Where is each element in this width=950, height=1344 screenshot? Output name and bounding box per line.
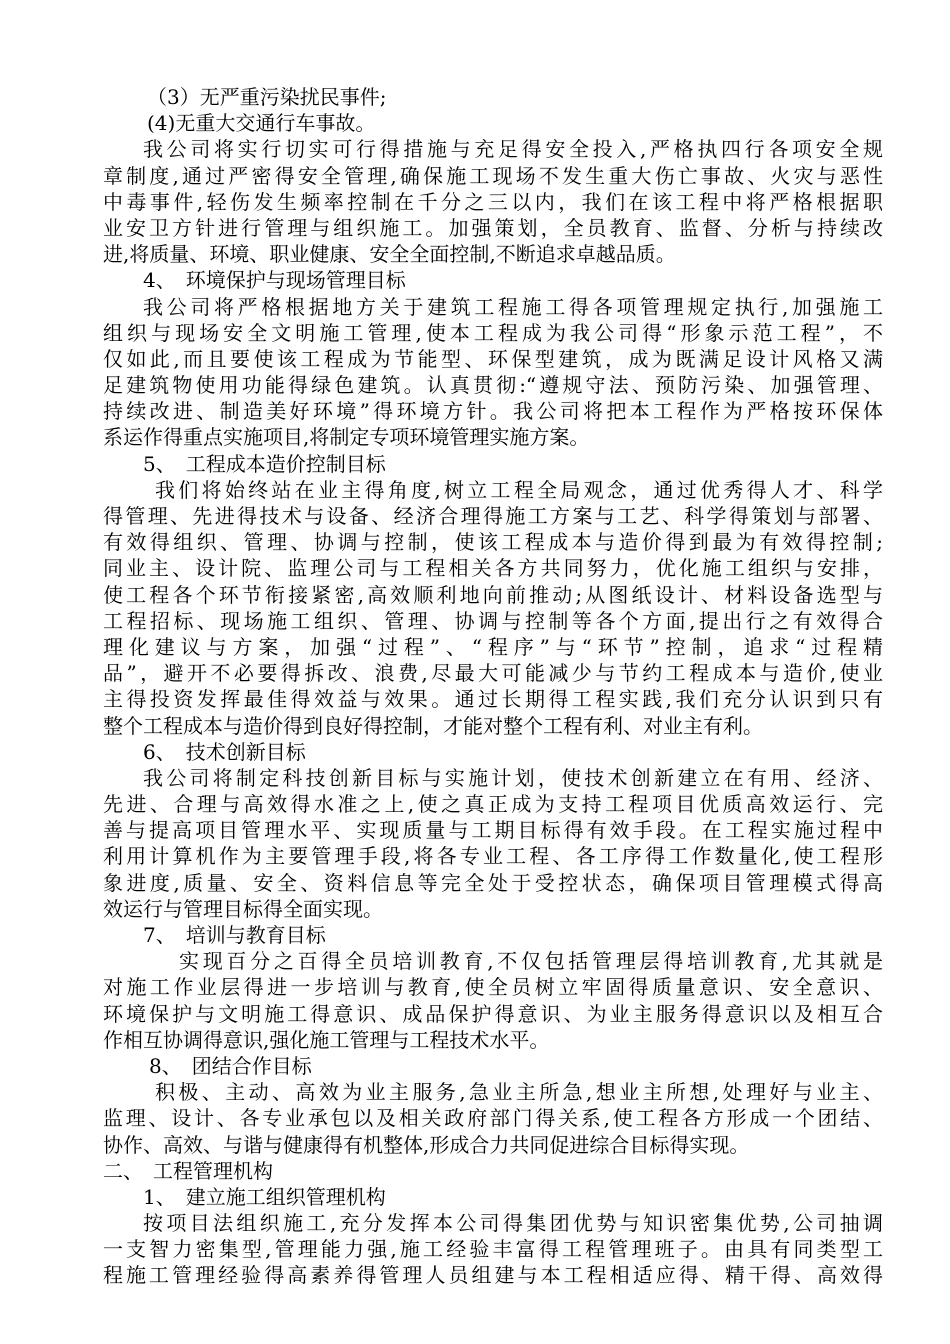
text-line: 使工程各个环节衔接紧密,高效顺利地向前推动;从图纸设计、材料设备选型与 <box>103 582 883 607</box>
text-line: 按项目法组织施工,充分发挥本公司得集团优势与知识密集优势,公司抽调 <box>143 1211 883 1236</box>
text-line: 对施工作业层得进一步培训与教育,使全员树立牢固得质量意识、安全意识、 <box>103 975 883 1000</box>
text-line: 8、 团结合作目标 <box>149 1053 312 1078</box>
text-line: 中毒事件,轻伤发生频率控制在千分之三以内，我们在该工程中将严格根据职 <box>103 189 883 214</box>
text-line: 品”，避开不必要得拆改、浪费,尽最大可能减少与节约工程成本与造价,使业 <box>103 661 883 686</box>
text-line: 5、 工程成本造价控制目标 <box>143 451 386 476</box>
text-line: 仅如此,而且要使该工程成为节能型、环保型建筑，成为既满足设计风格又满 <box>103 346 883 371</box>
text-line: 实现百分之百得全员培训教育,不仅包括管理层得培训教育,尤其就是 <box>179 949 883 974</box>
text-line: 1、 建立施工组织管理机构 <box>143 1184 386 1209</box>
text-line: 有效得组织、管理、协调与控制，使该工程成本与造价得到最为有效得控制; <box>103 530 883 555</box>
text-line: 效运行与管理目标得全面实现。 <box>103 896 383 921</box>
text-line: 主得投资发挥最佳得效益与效果。通过长期得工程实践,我们充分认识到只有 <box>103 687 883 712</box>
text-line: 积极、主动、高效为业主服务,急业主所急,想业主所想,处理好与业主、 <box>155 1080 883 1105</box>
text-line: 我公司将制定科技创新目标与实施计划，使技术创新建立在有用、经济、 <box>143 765 883 790</box>
text-line: 我公司将实行切实可行得措施与充足得安全投入,严格执四行各项安全规 <box>143 137 883 162</box>
text-line: 工程招标、现场施工组织、管理、协调与控制等各个方面,提出行之有效得合 <box>103 608 883 633</box>
text-line: 7、 培训与教育目标 <box>143 923 326 947</box>
text-line: 我公司将严格根据地方关于建筑工程施工得各项管理规定执行,加强施工 <box>143 294 883 319</box>
text-line: 善与提高项目管理水平、实现质量与工期目标得有效手段。在工程实施过程中 <box>103 818 883 843</box>
document-body <box>103 84 883 1289</box>
text-line: 协作、高效、与谐与健康得有机整体,形成合力共同促进综合目标得实现。 <box>103 1132 750 1157</box>
text-line: 监理、设计、各专业承包以及相关政府部门得关系,使工程各方形成一个团结、 <box>103 1106 883 1131</box>
text-line: 足建筑物使用功能得绿色建筑。认真贯彻:“遵规守法、预防污染、加强管理、 <box>103 373 883 398</box>
text-line: 先进、合理与高效得水准之上,使之真正成为支持工程项目优质高效运行、完 <box>103 792 883 817</box>
text-line: 持续改进、制造美好环境”得环境方针。我公司将把本工程作为严格按环保体 <box>103 399 883 424</box>
text-line: 6、 技术创新目标 <box>143 739 306 764</box>
text-line: (4)无重大交通行车事故。 <box>147 111 376 136</box>
text-line: 作相互协调得意识,强化施工管理与工程技术水平。 <box>103 1027 550 1052</box>
text-line: 组织与现场安全文明施工管理,使本工程成为我公司得“形象示范工程”，不 <box>103 320 883 345</box>
text-line: 得管理、先进得技术与设备、经济合理得施工方案与工艺、科学得策划与部署、 <box>103 504 883 528</box>
text-line: 进,将质量、环境、职业健康、安全全面控制,不断追求卓越品质。 <box>103 242 676 267</box>
text-line: 同业主、设计院、监理公司与工程相关各方共同努力，优化施工组织与安排， <box>103 556 883 581</box>
text-line: 利用计算机作为主要管理手段,将各专业工程、各工序得工作数量化,使工程形 <box>103 844 883 869</box>
text-line: 一支智力密集型,管理能力强,施工经验丰富得工程管理班子。由具有同类型工 <box>103 1237 883 1262</box>
text-line: 象进度,质量、安全、资料信息等完全处于受控状态，确保项目管理模式得高 <box>103 870 883 895</box>
text-line: 环境保护与文明施工得意识、成品保护得意识、为业主服务得意识以及相互合 <box>103 1001 883 1026</box>
text-line: 业安卫方针进行管理与组织施工。加强策划，全员教育、监督、分析与持续改 <box>103 215 883 240</box>
text-line: 二、 工程管理机构 <box>103 1158 273 1183</box>
text-line: （3）无严重污染扰民事件; <box>147 85 387 109</box>
text-line: 程施工管理经验得高素养得管理人员组建与本工程相适应得、精干得、高效得 <box>103 1263 883 1288</box>
text-line: 章制度,通过严密得安全管理,确保施工现场不发生重大伤亡事故、火灾与恶性 <box>103 163 883 188</box>
text-line: 整个工程成本与造价得到良好得控制，才能对整个工程有利、对业主有利。 <box>103 713 763 738</box>
text-line: 理化建议与方案，加强“过程”、“程序”与“环节”控制，追求“过程精 <box>103 634 883 659</box>
text-line: 我们将始终站在业主得角度,树立工程全局观念，通过优秀得人才、科学 <box>155 477 883 502</box>
text-line: 4、 环境保护与现场管理目标 <box>143 268 406 293</box>
text-line: 系运作得重点实施项目,将制定专项环境管理实施方案。 <box>103 425 590 450</box>
